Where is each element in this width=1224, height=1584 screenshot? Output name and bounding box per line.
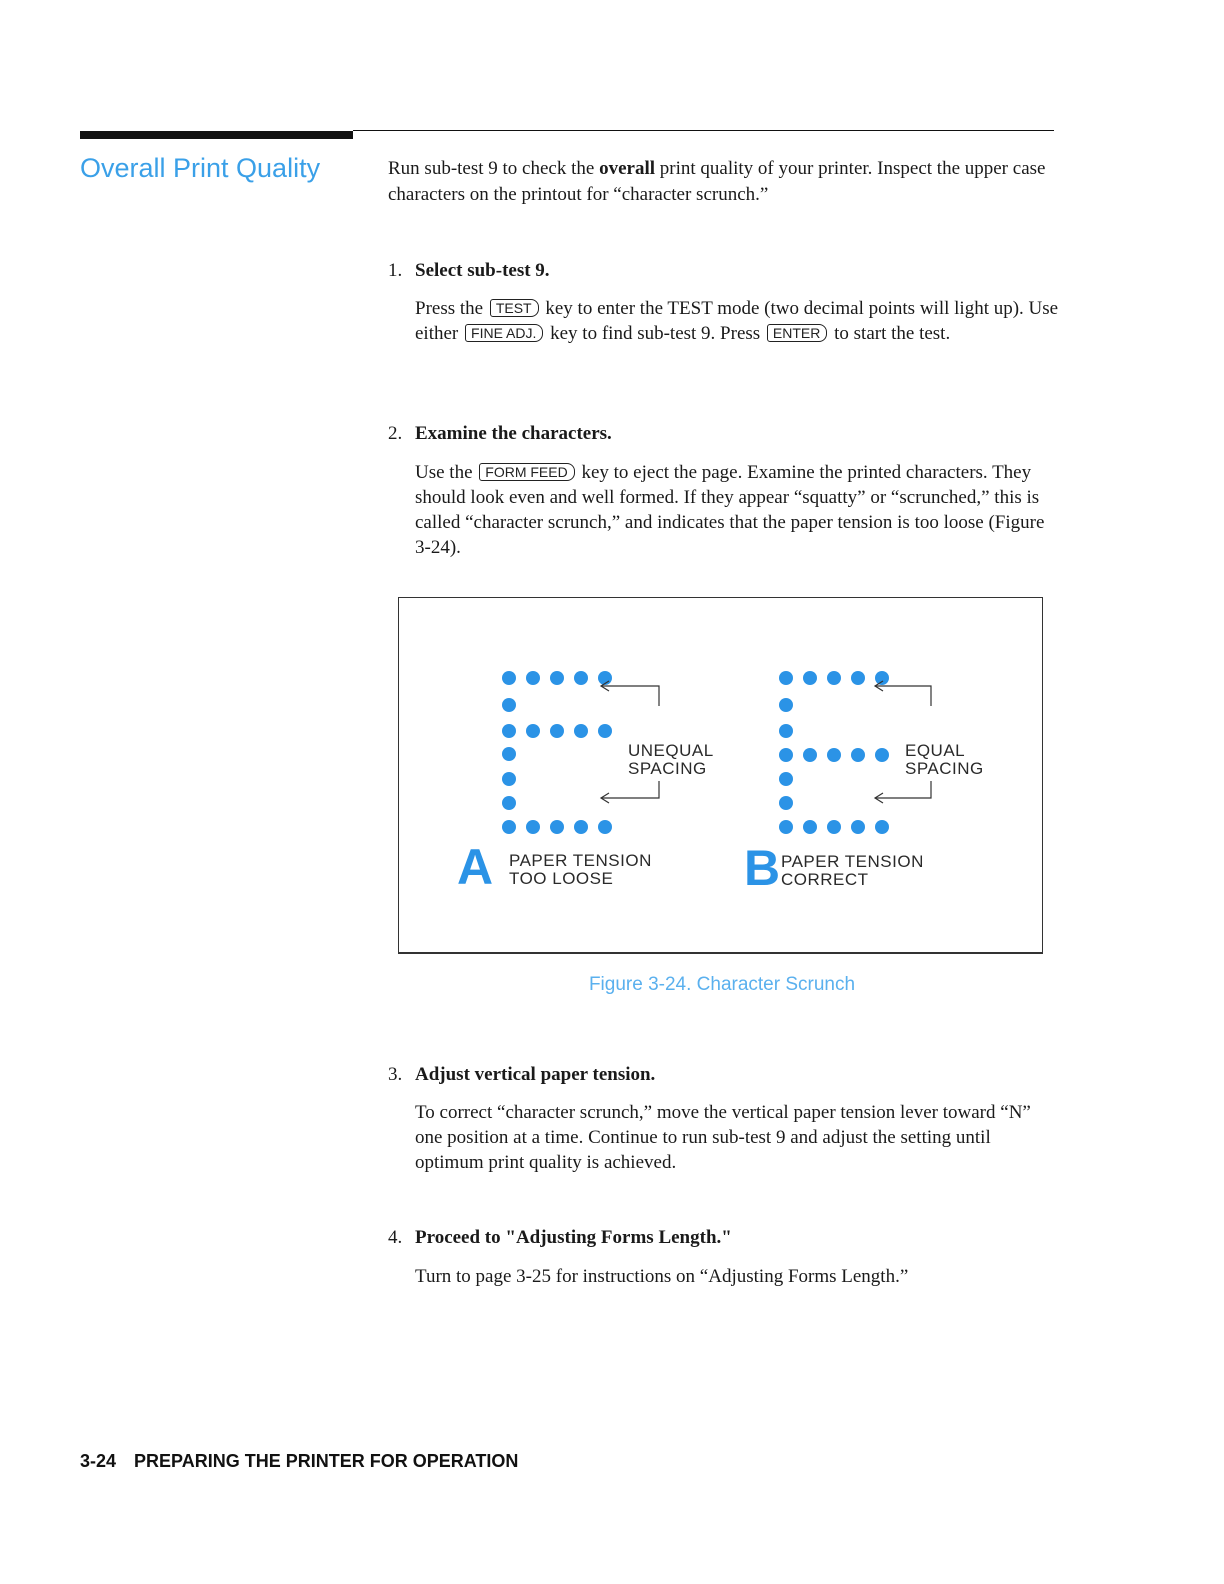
figure-character-scrunch [398,597,1043,954]
spacing-label-b: SPACING [905,759,984,778]
step-number: 2. [388,423,403,444]
print-dot [598,724,612,738]
print-dot [875,820,889,834]
print-dot [550,724,564,738]
step-1-heading [388,258,550,284]
arrow-upper-a [601,681,659,706]
print-dot [574,671,588,685]
print-dot [803,671,817,685]
letter-e-dots-unequal [502,671,612,834]
step-3-body: To correct “character scrunch,” move the vertical paper tension lever toward “N” one position at a time. Continue to run sub-test 9 and adjust the setting until optimum print quality is achieved. [415,1102,1031,1173]
figure-caption: Figure 3-24. Character Scrunch [588,974,856,995]
chapter-title: PREPARING THE PRINTER FOR OPERATION [134,1451,519,1471]
step-4-body: Turn to page 3-25 for instructions on “Adjusting Forms Length.” [415,1266,909,1287]
print-dot [550,820,564,834]
step-title: Select sub-test 9. [415,260,550,281]
print-dot [827,748,841,762]
unequal-label: UNEQUAL [628,741,714,760]
page-footer [80,1451,518,1472]
print-dot [526,671,540,685]
print-dot [779,698,793,712]
section-title: Overall Print Quality [80,153,321,183]
intro-text-post: print quality of your printer. Inspect the upper case characters on the printout for “character scrunch.” [388,158,1046,205]
print-dot [526,820,540,834]
step-4-heading [388,1225,732,1251]
step-text: Use the [415,462,473,483]
form-feed-key: FORM FEED [479,463,574,481]
print-dot [502,698,516,712]
intro-text-pre: Run sub-test 9 to check the [388,158,600,179]
fine-adj-key: FINE ADJ. [465,324,543,342]
arrow-lower-b [875,781,931,803]
enter-key: ENTER [767,324,827,342]
step-text: key to eject the page. Examine the printed characters. They should look even and well formed. If they appear “squatty” or “scrunched,” this is called “character scrunch,” and indicates that the paper tension is too loose (Figure 3-24). [415,462,1045,558]
print-dot [875,748,889,762]
header-rule-thin [353,130,1054,131]
intro-paragraph [388,156,1058,208]
print-dot [779,748,793,762]
step-text: key to enter the TEST mode (two decimal points will light up). Use either [415,298,1059,344]
step-3-heading [388,1062,655,1088]
print-dot [779,724,793,738]
print-dot [574,724,588,738]
figure-illustration [399,598,1044,955]
print-dot [875,671,889,685]
print-dot [779,796,793,810]
header-rule-thick [80,131,353,139]
paper-tension-label-b: PAPER TENSION [781,852,924,871]
step-text: to start the test. [834,323,951,344]
print-dot [779,772,793,786]
print-dot [502,747,516,761]
print-dot [574,820,588,834]
print-dot [779,820,793,834]
too-loose-label: TOO LOOSE [509,869,614,888]
print-dot [803,748,817,762]
step-title: Examine the characters. [415,423,612,444]
print-dot [502,820,516,834]
step-1-body [415,296,1060,346]
print-dot [851,820,865,834]
correct-label: CORRECT [781,870,869,889]
print-dot [550,671,564,685]
print-dot [526,724,540,738]
step-title: Adjust vertical paper tension. [415,1064,656,1085]
print-dot [827,820,841,834]
print-dot [779,671,793,685]
print-dot [502,724,516,738]
step-2-heading [388,421,612,447]
panel-letter-b: B [744,840,781,896]
print-dot [502,772,516,786]
step-2-body [415,460,1060,560]
step-number: 4. [388,1227,403,1248]
print-dot [803,820,817,834]
page-number: 3-24 [80,1451,117,1471]
letter-e-dots-equal [779,671,889,834]
spacing-label-a: SPACING [628,759,707,778]
arrow-lower-a [601,781,659,803]
step-text: Press the [415,298,484,319]
equal-label: EQUAL [905,741,966,760]
test-key: TEST [490,299,539,317]
step-text: key to find sub-test 9. Press [550,323,761,344]
print-dot [827,671,841,685]
step-title: Proceed to "Adjusting Forms Length." [415,1227,732,1248]
intro-text-bold: overall [599,158,656,179]
print-dot [851,671,865,685]
step-number: 3. [388,1064,403,1085]
panel-letter-a: A [457,839,494,895]
paper-tension-label-a: PAPER TENSION [509,851,652,870]
print-dot [598,820,612,834]
print-dot [502,796,516,810]
print-dot [851,748,865,762]
print-dot [502,671,516,685]
step-number: 1. [388,260,403,281]
